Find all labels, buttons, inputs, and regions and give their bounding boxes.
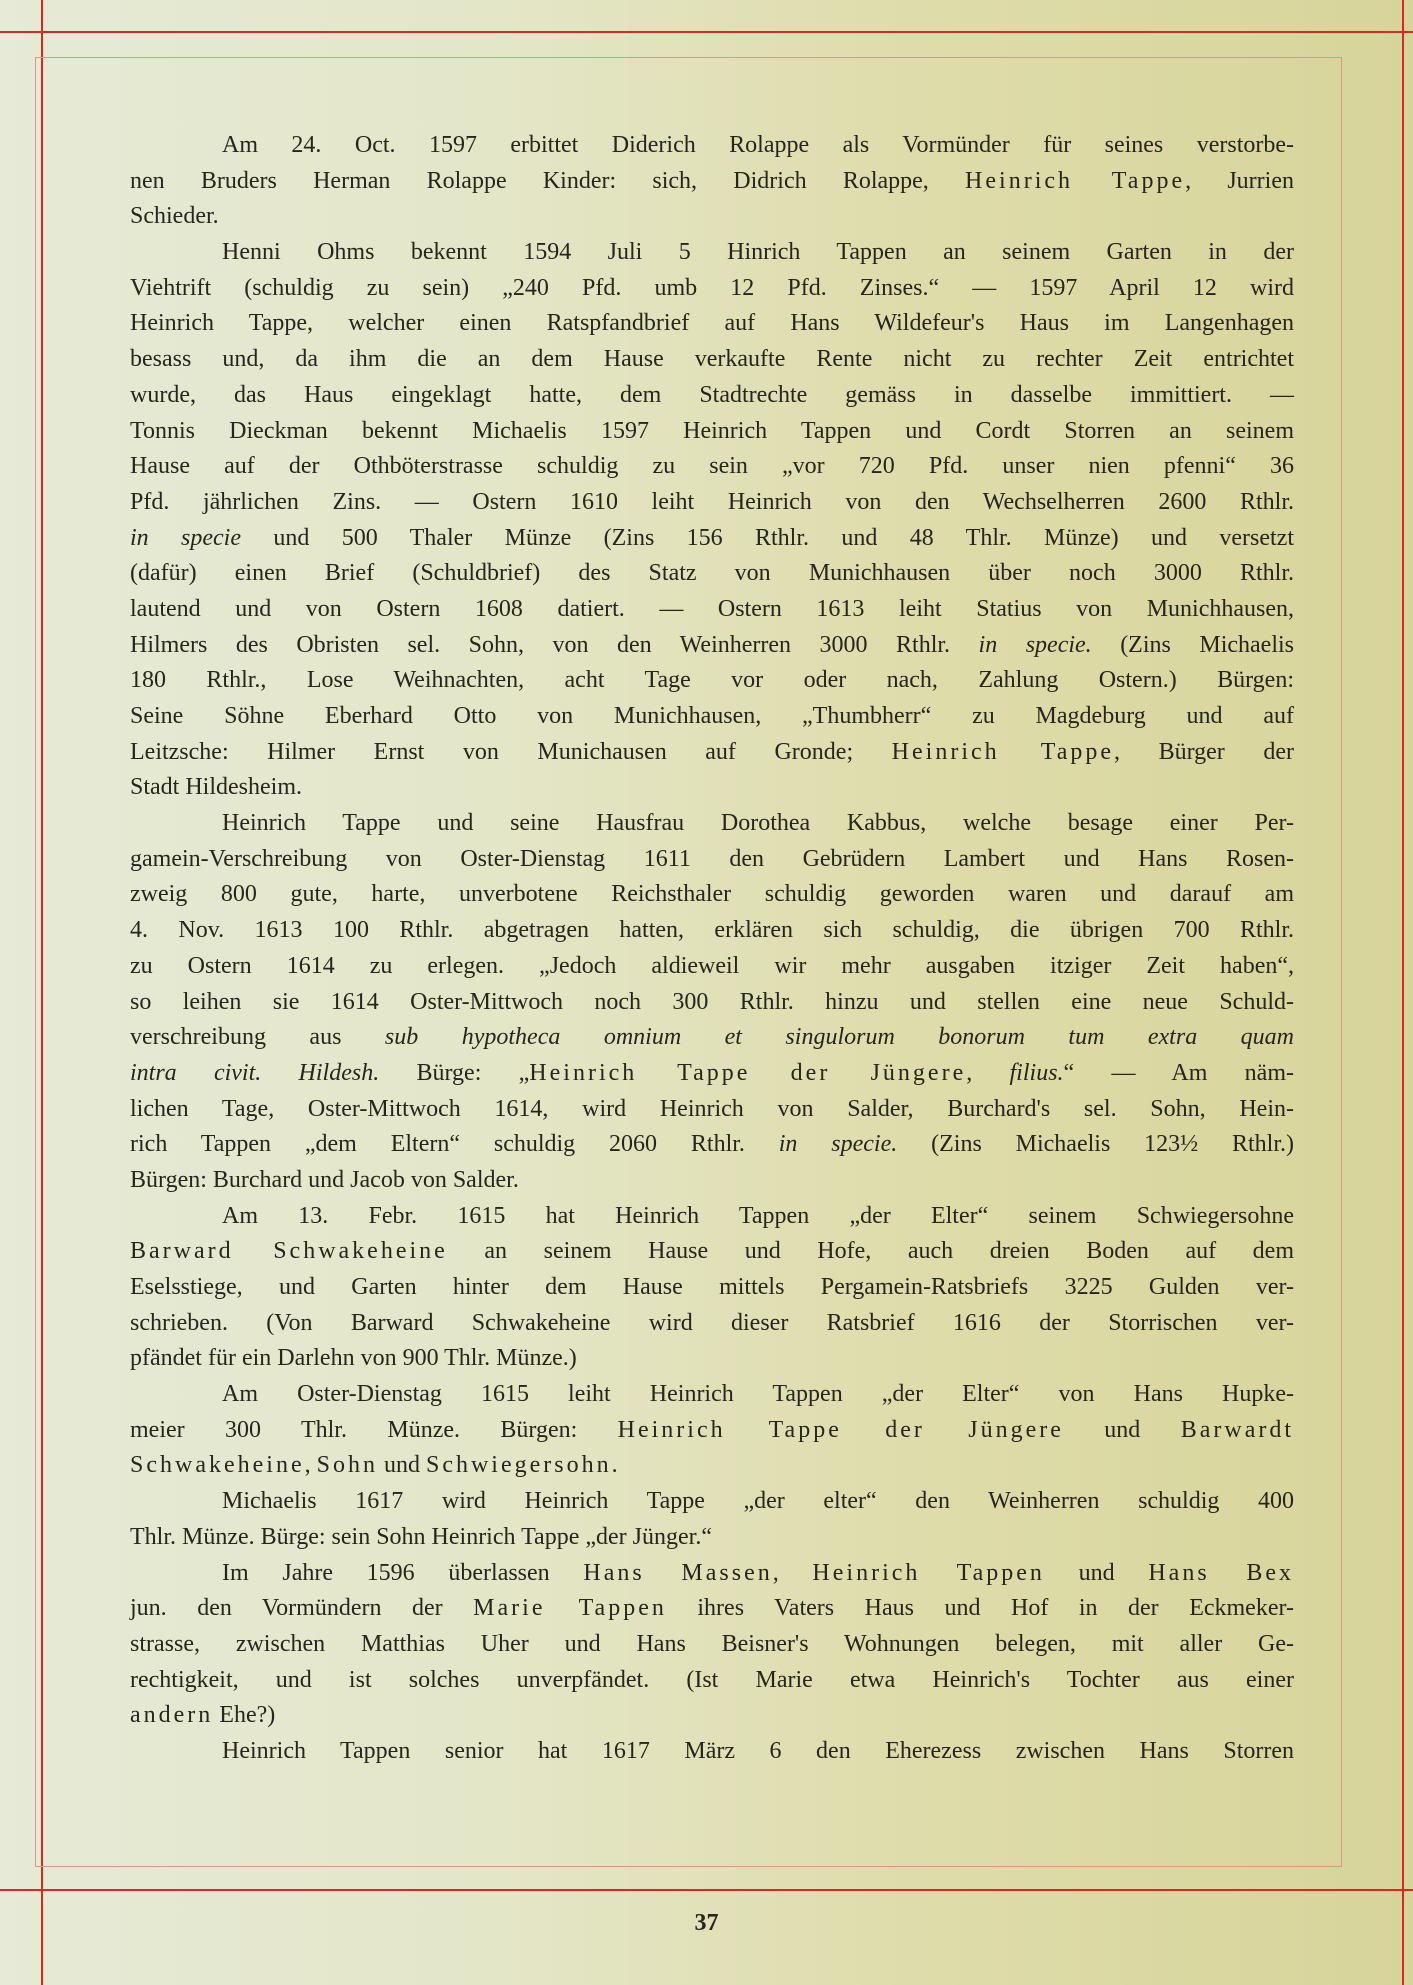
spaced-text: Hans Bex bbox=[1148, 1559, 1295, 1586]
spaced-text: Schwakeheine bbox=[130, 1452, 305, 1479]
text-line bbox=[130, 985, 1294, 1021]
text: Michaelis 1617 wird Heinrich Tappe „der elter“ den Weinherren schuldig 400 bbox=[222, 1488, 1294, 1515]
text: ihres Vaters Haus und Hof in der Eckmeker- bbox=[666, 1595, 1294, 1622]
text: Eselsstiege, und Garten hinter dem Hause mittels Pergamein-Ratsbriefs 3225 Gulden ver- bbox=[130, 1274, 1294, 1300]
text-line bbox=[130, 1663, 1294, 1699]
text-line bbox=[130, 521, 1294, 557]
text-line bbox=[130, 1163, 1294, 1199]
text: , bbox=[772, 1559, 813, 1586]
text: , bbox=[304, 1452, 317, 1479]
text: verschreibung aus bbox=[130, 1024, 385, 1051]
text-line bbox=[130, 378, 1294, 414]
text-line bbox=[130, 342, 1294, 378]
text: pfändet für ein Darlehn von 900 Thlr. Münze.) bbox=[130, 1345, 577, 1372]
text: zu Ostern 1614 zu erlegen. „Jedoch aldieweil wir mehr ausgaben itziger Zeit haben“, bbox=[130, 952, 1294, 979]
text-line bbox=[130, 1306, 1294, 1342]
spaced-text: Hans Massen bbox=[583, 1559, 773, 1586]
text: und bbox=[1063, 1416, 1181, 1443]
text-line bbox=[130, 1520, 1294, 1556]
text-line bbox=[130, 485, 1294, 521]
text: Heinrich Tappe, welcher einen Ratspfandbrief auf Hans Wildefeur's Haus im Langenhagen bbox=[130, 310, 1294, 337]
text: lichen Tage, Oster-Mittwoch 1614, wird Heinrich von Salder, Burchard's sel. Sohn, Hein- bbox=[130, 1095, 1294, 1122]
text: Seine Söhne Eberhard Otto von Munichhausen, „Thumbherr“ zu Magdeburg und auf bbox=[130, 703, 1294, 729]
body-text bbox=[130, 128, 1294, 1770]
text: lautend und von Ostern 1608 datiert. — Ostern 1613 leiht Statius von Munichhausen, bbox=[130, 595, 1294, 622]
paragraph bbox=[130, 1377, 1294, 1484]
text-line bbox=[130, 1020, 1294, 1056]
text: rich Tappen „dem Eltern“ schuldig 2060 Rthlr. bbox=[130, 1131, 779, 1158]
text-line bbox=[130, 913, 1294, 949]
text-line bbox=[130, 414, 1294, 450]
text: Hause auf der Othböterstrasse schuldig zu sein „vor 720 Pfd. unser nien pfenni“ 36 bbox=[130, 453, 1294, 480]
text-line bbox=[130, 663, 1294, 699]
text: Bürgen: Burchard und Jacob von Salder. bbox=[130, 1166, 519, 1193]
text: jun. den Vormündern der bbox=[130, 1595, 474, 1622]
text: und 500 Thaler Münze (Zins 156 Rthlr. und 48 Thlr. Münze) und versetzt bbox=[241, 524, 1294, 551]
text: 4. Nov. 1613 100 Rthlr. abgetragen hatten, erklären sich schuldig, die übrigen 700 Rthlr. bbox=[130, 917, 1294, 944]
text: Am Oster-Dienstag 1615 leiht Heinrich Tappen „der Elter“ von Hans Hupke- bbox=[222, 1381, 1294, 1408]
text: zweig 800 gute, harte, unverbotene Reichsthaler schuldig geworden waren und darauf am bbox=[130, 881, 1294, 908]
text: wurde, das Haus eingeklagt hatte, dem Stadtrechte gemäss in dasselbe immittiert. — bbox=[130, 381, 1294, 408]
text: (dafür) einen Brief (Schuldbrief) des Statz von Munichhausen über noch 3000 Rthlr. bbox=[130, 560, 1294, 587]
spaced-text: Heinrich Tappe der Jüngere bbox=[617, 1416, 1064, 1443]
text: besass und, da ihm die an dem Hause verkaufte Rente nicht zu rechter Zeit entrichtet bbox=[130, 346, 1294, 373]
text: meier 300 Thlr. Münze. Bürgen: bbox=[130, 1416, 618, 1443]
text: (Zins Michaelis 123½ Rthlr.) bbox=[897, 1131, 1294, 1158]
page-number: 37 bbox=[694, 1910, 719, 1936]
top-red-rule bbox=[0, 31, 1413, 33]
italic-text: in specie. bbox=[778, 1131, 898, 1158]
text: rechtigkeit, und ist solches unverpfändet. (Ist Marie etwa Heinrich's Tochter aus einer bbox=[130, 1666, 1294, 1693]
text-line bbox=[130, 1341, 1294, 1377]
paragraph bbox=[130, 1199, 1294, 1377]
text: und bbox=[377, 1452, 426, 1479]
text: an seinem Hause und Hofe, auch dreien Boden auf dem bbox=[447, 1238, 1294, 1265]
spaced-text: Schwiegersohn bbox=[425, 1452, 612, 1479]
text: . bbox=[611, 1452, 618, 1479]
text: Viehtrift (schuldig zu sein) „240 Pfd. umb 12 Pfd. Zinses.“ — 1597 April 12 wird bbox=[130, 274, 1294, 301]
text-line bbox=[130, 1127, 1294, 1163]
text-line bbox=[130, 271, 1294, 307]
text-line bbox=[130, 556, 1294, 592]
italic-text: in specie. bbox=[978, 631, 1092, 658]
spaced-text: Heinrich Tappe der Jüngere bbox=[529, 1059, 967, 1086]
text-line bbox=[130, 306, 1294, 342]
spaced-text: Barward Schwakeheine bbox=[130, 1238, 448, 1265]
text-line bbox=[130, 877, 1294, 913]
text: (Zins Michaelis bbox=[1091, 631, 1294, 658]
text-line bbox=[130, 128, 1294, 164]
text: gamein-Verschreibung von Oster-Dienstag 1611 den Gebrüdern Lambert und Hans Rosen- bbox=[130, 845, 1294, 872]
text: nen Bruders Herman Rolappe Kinder: sich, Didrich Rolappe, bbox=[130, 167, 966, 194]
text-line bbox=[130, 1484, 1294, 1520]
text: 180 Rthlr., Lose Weihnachten, acht Tage vor oder nach, Zahlung Ostern.) Bürgen: bbox=[130, 667, 1294, 694]
text: , bbox=[966, 1059, 1010, 1086]
text: so leihen sie 1614 Oster-Mittwoch noch 300 Rthlr. hinzu und stellen eine neue Schuld- bbox=[130, 988, 1294, 1015]
text-line bbox=[130, 699, 1294, 735]
text: Bürge: „ bbox=[379, 1059, 530, 1086]
italic-text: in specie bbox=[130, 524, 241, 551]
text-line bbox=[130, 1413, 1294, 1449]
text-line bbox=[130, 164, 1294, 200]
text-line bbox=[130, 842, 1294, 878]
spaced-text: Marie Tappen bbox=[473, 1595, 667, 1622]
bottom-red-rule bbox=[0, 1889, 1413, 1891]
text-line bbox=[130, 199, 1294, 235]
right-red-rule bbox=[1402, 0, 1404, 1985]
text-line bbox=[130, 1092, 1294, 1128]
text-line bbox=[130, 1199, 1294, 1235]
text-line bbox=[130, 628, 1294, 664]
text: Heinrich Tappe und seine Hausfrau Dorothea Kabbus, welche besage einer Per- bbox=[222, 810, 1294, 837]
italic-text: intra civit. Hildesh. bbox=[130, 1059, 380, 1086]
text: Am 13. Febr. 1615 hat Heinrich Tappen „der Elter“ seinem Schwiegersohne bbox=[222, 1202, 1294, 1229]
text: Hilmers des Obristen sel. Sohn, von den Weinherren 3000 Rthlr. bbox=[130, 631, 979, 658]
text: Ehe?) bbox=[213, 1702, 276, 1729]
text-line bbox=[130, 1698, 1294, 1734]
text: Leitzsche: Hilmer Ernst von Munichausen auf Gronde; bbox=[130, 738, 892, 765]
text: Heinrich Tappen senior hat 1617 März 6 den Eherezess zwischen Hans Storren bbox=[222, 1737, 1294, 1764]
paragraph bbox=[130, 806, 1294, 1199]
text-line bbox=[130, 1377, 1294, 1413]
text-line bbox=[130, 1734, 1294, 1770]
spaced-text: Heinrich Tappe bbox=[891, 738, 1115, 765]
text-line bbox=[130, 770, 1294, 806]
text-line bbox=[130, 449, 1294, 485]
text-line bbox=[130, 1627, 1294, 1663]
text: Thlr. Münze. Bürge: sein Sohn Heinrich Tappe „der Jünger.“ bbox=[130, 1523, 712, 1550]
text: “ — Am näm- bbox=[1063, 1059, 1294, 1086]
text: und bbox=[1044, 1559, 1149, 1586]
text: , Jurrien bbox=[1185, 167, 1294, 194]
text-line bbox=[130, 1448, 1294, 1484]
text-line bbox=[130, 1234, 1294, 1270]
text: Stadt Hildesheim. bbox=[130, 774, 302, 801]
text-line bbox=[130, 1556, 1294, 1592]
text-line bbox=[130, 735, 1294, 771]
text-line bbox=[130, 806, 1294, 842]
paragraph bbox=[130, 128, 1294, 235]
text: , Bürger der bbox=[1114, 738, 1294, 765]
text: Pfd. jährlichen Zins. — Ostern 1610 leiht Heinrich von den Wechselherren 2600 Rthlr. bbox=[130, 488, 1294, 515]
spaced-text: Heinrich Tappe bbox=[965, 167, 1186, 194]
paragraph bbox=[130, 1556, 1294, 1734]
text-line bbox=[130, 235, 1294, 271]
text-line bbox=[130, 1591, 1294, 1627]
text: schrieben. (Von Barward Schwakeheine wird dieser Ratsbrief 1616 der Storrischen ver- bbox=[130, 1309, 1294, 1336]
spaced-text: Sohn bbox=[316, 1452, 378, 1479]
paragraph bbox=[130, 235, 1294, 806]
text-line bbox=[130, 949, 1294, 985]
paragraph bbox=[130, 1484, 1294, 1555]
text: Schieder. bbox=[130, 203, 219, 230]
text-line bbox=[130, 1270, 1294, 1306]
spaced-text: andern bbox=[130, 1702, 214, 1729]
spaced-text: Barwardt bbox=[1180, 1416, 1294, 1443]
paragraph bbox=[130, 1734, 1294, 1770]
text: Am 24. Oct. 1597 erbittet Diderich Rolappe als Vormünder für seines verstorbe- bbox=[222, 132, 1294, 158]
italic-text: sub hypotheca omnium et singulorum bonorum tum extra quam bbox=[384, 1024, 1294, 1051]
text: Im Jahre 1596 überlassen bbox=[222, 1559, 584, 1586]
text: Tonnis Dieckman bekennt Michaelis 1597 Heinrich Tappen und Cordt Storren an seinem bbox=[130, 417, 1294, 444]
text: strasse, zwischen Matthias Uher und Hans Beisner's Wohnungen belegen, mit aller Ge- bbox=[130, 1630, 1294, 1657]
text: Henni Ohms bekennt 1594 Juli 5 Hinrich Tappen an seinem Garten in der bbox=[222, 239, 1294, 266]
text-line bbox=[130, 1056, 1294, 1092]
spaced-text: Heinrich Tappen bbox=[812, 1559, 1045, 1586]
italic-text: filius. bbox=[1009, 1059, 1064, 1086]
text-line bbox=[130, 592, 1294, 628]
